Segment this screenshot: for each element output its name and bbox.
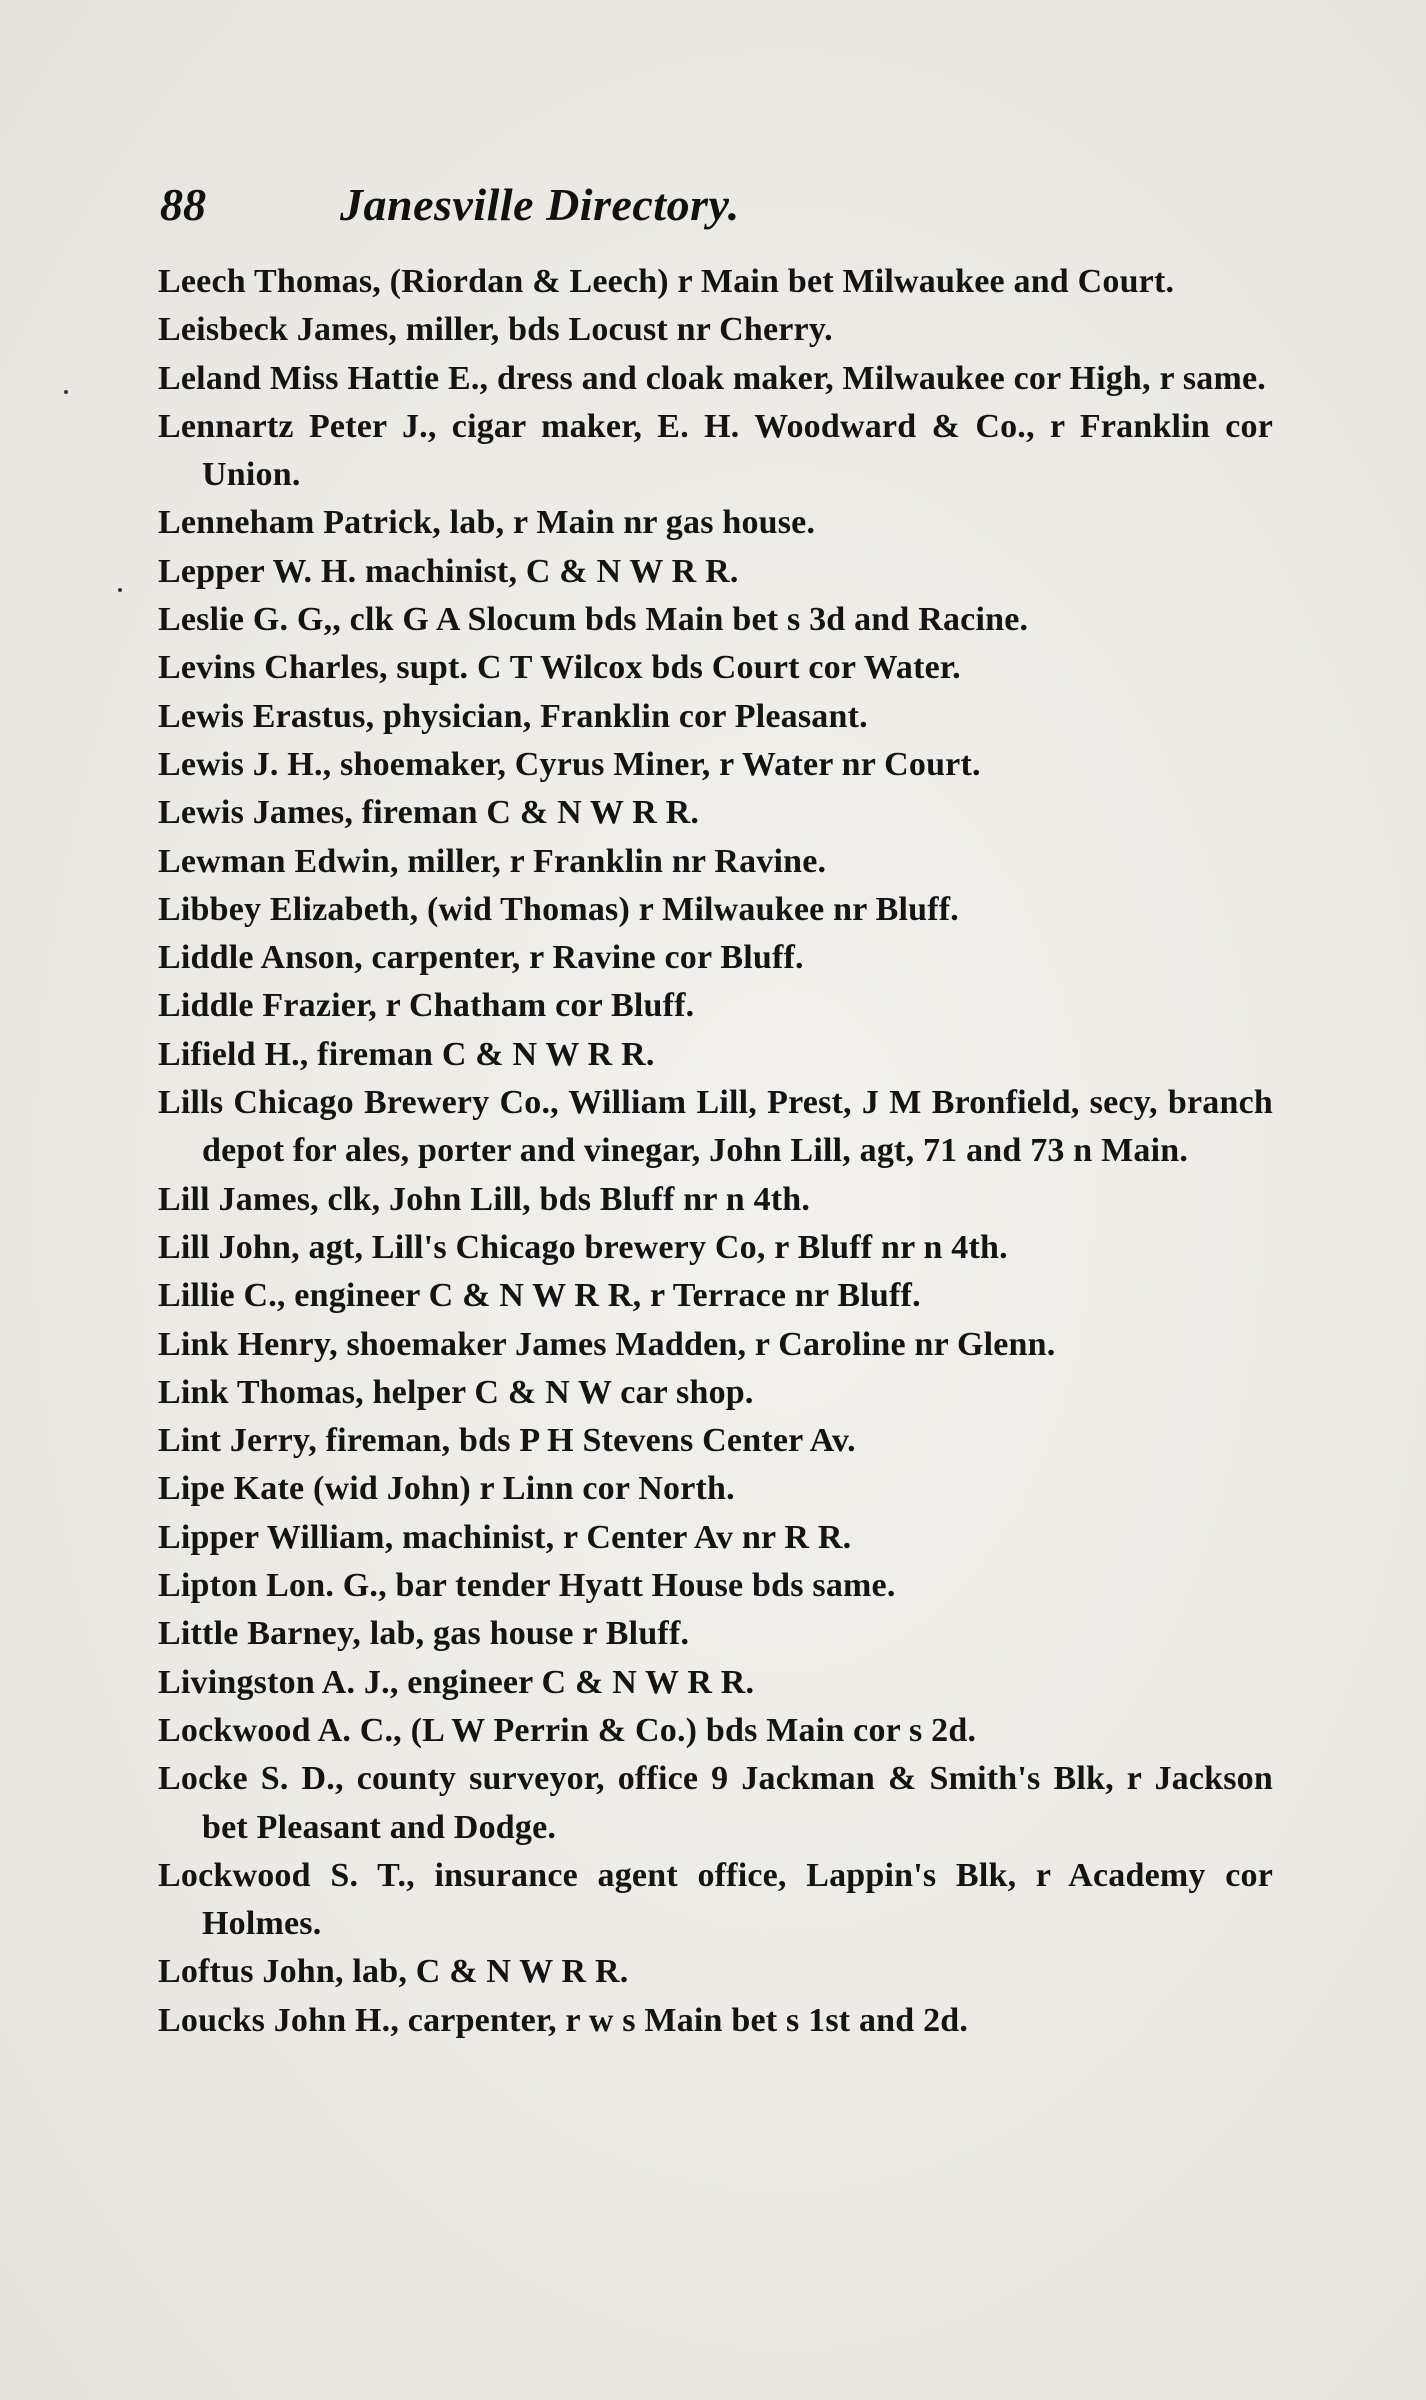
directory-entry: Locke S. D., county surveyor, office 9 Jackman & Smith's Blk, r Jackson bet Pleasant and Dodge. [158, 1760, 1273, 1846]
directory-entry: Levins Charles, supt. C T Wilcox bds Court cor Water. [158, 649, 961, 687]
directory-entry: Link Henry, shoemaker James Madden, r Caroline nr Glenn. [158, 1325, 1056, 1363]
page-header [160, 170, 1260, 240]
directory-entry: Lifield H., fireman C & N W R R. [158, 1035, 655, 1073]
directory-entry: Leland Miss Hattie E., dress and cloak maker, Milwaukee cor High, r same. [158, 359, 1266, 397]
directory-entry: Lenneham Patrick, lab, r Main nr gas house. [158, 504, 816, 542]
directory-entry: Lockwood A. C., (L W Perrin & Co.) bds Main cor s 2d. [158, 1711, 977, 1749]
directory-entry: Lewis Erastus, physician, Franklin cor Pleasant. [158, 697, 868, 735]
directory-entry: Link Thomas, helper C & N W car shop. [158, 1373, 754, 1411]
directory-entry: Lepper W. H. machinist, C & N W R R. [158, 552, 739, 590]
directory-entry: Lewman Edwin, miller, r Franklin nr Ravine. [158, 842, 827, 880]
running-title: Janesville Directory. [340, 179, 740, 230]
directory-entry: Lills Chicago Brewery Co., William Lill, Prest, J M Bronfield, secy, branch depot for ales, porter and vinegar, John Lill, agt, 71 and 73 n Main. [158, 1084, 1273, 1170]
page-number: 88 [160, 179, 206, 230]
directory-entry: Loftus John, lab, C & N W R R. [158, 1953, 629, 1991]
directory-entry: Leslie G. G,, clk G A Slocum bds Main bet s 3d and Racine. [158, 601, 1029, 639]
directory-entry: Loucks John H., carpenter, r w s Main bet s 1st and 2d. [158, 2001, 969, 2039]
directory-entry: Lint Jerry, fireman, bds P H Stevens Center Av. [158, 1422, 856, 1460]
directory-entry: Liddle Anson, carpenter, r Ravine cor Bluff. [158, 939, 804, 977]
print-speck [118, 588, 122, 592]
directory-entry: Lennartz Peter J., cigar maker, E. H. Woodward & Co., r Franklin cor Union. [158, 407, 1273, 494]
directory-entries [158, 258, 1273, 2045]
directory-entry: Leech Thomas, (Riordan & Leech) r Main bet Milwaukee and Court. [158, 263, 1175, 300]
directory-entry: Little Barney, lab, gas house r Bluff. [158, 1615, 690, 1653]
directory-entry: Lill John, agt, Lill's Chicago brewery Co, r Bluff nr n 4th. [158, 1228, 1008, 1266]
directory-entry: Lillie C., engineer C & N W R R, r Terrace nr Bluff. [158, 1277, 921, 1315]
print-speck [64, 390, 68, 394]
directory-entry: Lipton Lon. G., bar tender Hyatt House bds same. [158, 1567, 896, 1605]
directory-entry: Lipe Kate (wid John) r Linn cor North. [158, 1470, 735, 1508]
directory-entry: Lewis J. H., shoemaker, Cyrus Miner, r Water nr Court. [158, 745, 981, 783]
directory-entry: Libbey Elizabeth, (wid Thomas) r Milwaukee nr Bluff. [158, 890, 959, 928]
directory-entry: Lill James, clk, John Lill, bds Bluff nr n 4th. [158, 1180, 811, 1218]
directory-entry: Liddle Frazier, r Chatham cor Bluff. [158, 987, 695, 1025]
directory-entry: Lewis James, fireman C & N W R R. [158, 794, 700, 832]
directory-entry: Lipper William, machinist, r Center Av nr R R. [158, 1518, 852, 1556]
directory-entry: Livingston A. J., engineer C & N W R R. [158, 1663, 755, 1701]
directory-entry: Lockwood S. T., insurance agent office, Lappin's Blk, r Academy cor Holmes. [158, 1856, 1273, 1943]
directory-entry: Leisbeck James, miller, bds Locust nr Cherry. [158, 311, 833, 349]
